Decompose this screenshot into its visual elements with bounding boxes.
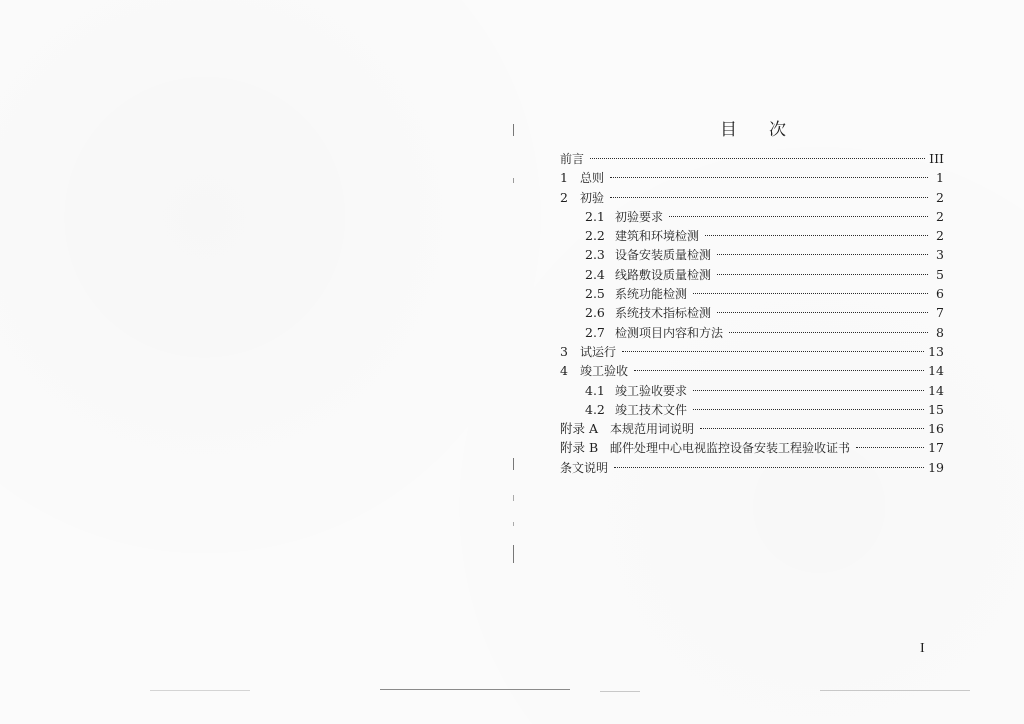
gutter-mark <box>513 178 514 183</box>
toc-entry-title: 总则 <box>580 171 605 186</box>
toc-entry-title: 本规范用词说明 <box>610 422 695 437</box>
toc-entry-title: 条文说明 <box>560 460 609 475</box>
toc-entry-title: 初验 <box>580 190 605 205</box>
toc-entry[interactable] <box>560 265 944 284</box>
toc-entry[interactable] <box>560 303 944 322</box>
toc-entry-title: 竣工验收 <box>580 364 629 379</box>
toc-title-char: 目 <box>720 120 737 140</box>
toc-entry-title: 竣工技术文件 <box>615 402 688 417</box>
toc-entry-number: 2.5 <box>585 286 605 302</box>
toc-entry-number: 2.6 <box>585 305 605 321</box>
toc-entry-title: 初验要求 <box>615 209 664 224</box>
toc-entry[interactable] <box>560 381 944 400</box>
dot-leader <box>705 235 928 236</box>
dot-leader <box>693 409 924 410</box>
toc-entry-number: 2.4 <box>585 266 605 282</box>
toc-entry-title: 试运行 <box>580 344 617 359</box>
toc-entry-title: 设备安装质量检测 <box>615 248 712 263</box>
toc-entry-page-number: 14 <box>928 363 944 379</box>
toc-entry[interactable] <box>560 207 944 226</box>
toc-entry[interactable] <box>560 168 944 187</box>
toc-entry-number: 4.1 <box>585 382 605 398</box>
scan-edge-line <box>150 690 250 691</box>
toc-entry-title: 系统功能检测 <box>615 287 688 302</box>
toc-entry-title: 建筑和环境检测 <box>615 229 700 244</box>
toc-list <box>560 149 944 477</box>
gutter-mark <box>513 124 514 136</box>
toc-entry[interactable] <box>560 438 944 457</box>
toc-entry-page-number: 15 <box>928 401 944 417</box>
toc-entry[interactable] <box>560 361 944 380</box>
dot-leader <box>693 293 928 294</box>
toc-entry[interactable] <box>560 323 944 342</box>
scan-edge-line <box>820 690 970 691</box>
dot-leader <box>610 197 928 198</box>
toc-entry-page-number: 16 <box>928 421 944 437</box>
toc-entry-number: 2.7 <box>585 324 605 340</box>
toc-entry[interactable] <box>560 188 944 207</box>
toc-title-char: 次 <box>769 120 786 140</box>
gutter-mark <box>513 522 514 526</box>
toc-entry-page-number: 1 <box>936 170 944 186</box>
toc-entry-page-number: 2 <box>936 189 944 205</box>
toc-entry-page-number: 2 <box>936 208 944 224</box>
toc-entry[interactable] <box>560 342 944 361</box>
toc-entry[interactable] <box>560 458 944 477</box>
toc-title <box>560 119 944 141</box>
toc-entry-page-number: 6 <box>936 286 944 302</box>
toc-entry-title: 线路敷设质量检测 <box>615 267 712 282</box>
gutter-mark <box>513 458 514 470</box>
toc-entry-page-number: 5 <box>936 266 944 282</box>
toc-entry-title: 前言 <box>560 152 585 166</box>
toc-entry-number: 2 <box>560 189 568 205</box>
dot-leader <box>717 274 928 275</box>
dot-leader <box>717 254 928 255</box>
toc-entry[interactable] <box>560 419 944 438</box>
dot-leader <box>610 177 928 178</box>
toc-entry-page-number: 17 <box>928 440 944 456</box>
toc-entry-number: 2.2 <box>585 228 605 244</box>
toc-entry-page-number: 19 <box>928 459 944 475</box>
toc-entry[interactable] <box>560 284 944 303</box>
toc-entry-page-number: 2 <box>936 228 944 244</box>
toc-entry[interactable] <box>560 245 944 264</box>
dot-leader <box>729 332 928 333</box>
toc-entry-title: 竣工验收要求 <box>615 383 688 398</box>
toc-entry-number: 1 <box>560 170 568 186</box>
dot-leader <box>693 390 924 391</box>
dot-leader <box>669 216 928 217</box>
dot-leader <box>856 447 924 448</box>
toc-entry-number: 3 <box>560 343 568 359</box>
dot-leader <box>717 312 928 313</box>
toc-entry-page-number: 3 <box>936 247 944 263</box>
gutter-mark <box>513 545 514 563</box>
dot-leader <box>614 467 924 468</box>
toc-entry-page-number: 7 <box>936 305 944 321</box>
gutter-mark <box>513 495 514 501</box>
page-number: I <box>920 641 925 656</box>
toc-entry[interactable] <box>560 149 944 168</box>
dot-leader <box>634 370 924 371</box>
toc-entry-page-number: 14 <box>928 382 944 398</box>
toc-entry-number: 4.2 <box>585 401 605 417</box>
toc-entry-page-number: 13 <box>928 343 944 359</box>
toc-entry-page-number: 8 <box>936 324 944 340</box>
toc-entry[interactable] <box>560 400 944 419</box>
toc-entry-title: 检测项目内容和方法 <box>615 325 724 340</box>
toc-entry-title: 系统技术指标检测 <box>615 306 712 321</box>
toc-entry-title: 邮件处理中心电视监控设备安装工程验收证书 <box>610 441 851 456</box>
toc-entry[interactable] <box>560 226 944 245</box>
toc-entry-number: 2.3 <box>585 247 605 263</box>
toc-entry-page-number: III <box>929 151 944 166</box>
scan-edge-line <box>600 691 640 692</box>
dot-leader <box>622 351 924 352</box>
toc-entry-number: 附录 B <box>560 440 599 456</box>
dot-leader <box>590 158 925 159</box>
toc-entry-number: 4 <box>560 363 568 379</box>
toc-entry-number: 附录 A <box>560 421 599 437</box>
toc-entry-number: 2.1 <box>585 208 605 224</box>
dot-leader <box>700 428 924 429</box>
scan-edge-line <box>380 689 570 690</box>
